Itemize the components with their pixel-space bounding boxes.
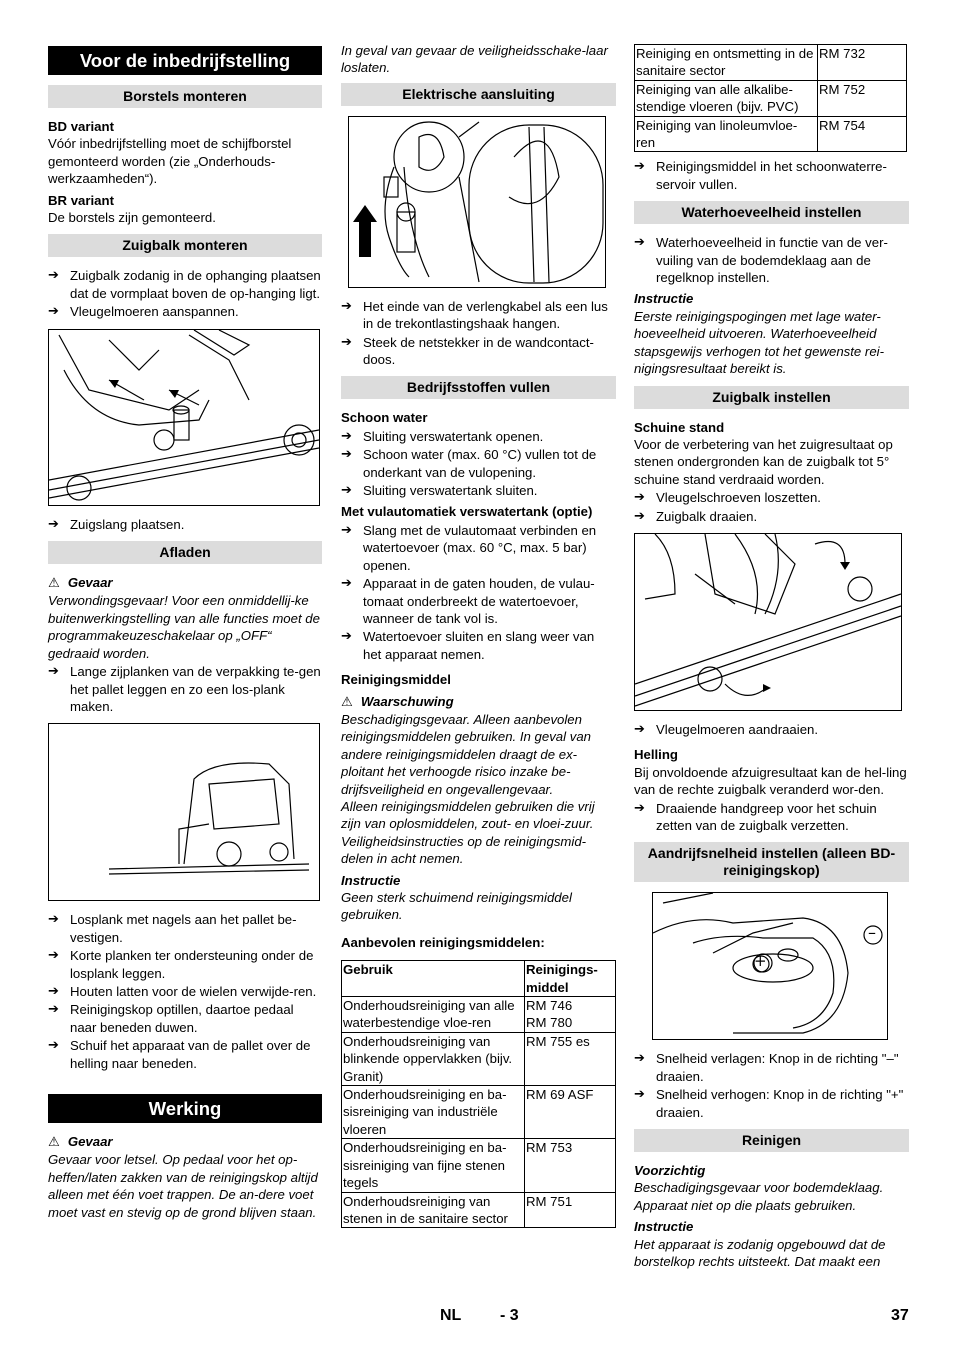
warning-icon: ⚠: [48, 576, 60, 592]
water-head: Schoon water: [341, 410, 428, 426]
warning-text: Gevaar voor letsel. Op pedaal voor het op-heffen/laten zakken van de reinigingskop altijd alleen met één voet trappen. De an-dere voet moet vast en stevig op de grond blijven staan.: [48, 1152, 318, 1220]
table-cell: Reiniging van linoleumvloe-ren: [635, 116, 818, 152]
bd-variant-head: BD variant: [48, 119, 114, 134]
helling-head: Helling: [634, 747, 678, 763]
plus-label: +: [754, 952, 767, 971]
list-item: ➔ Zuigbalk zodanig in de ophanging plaatsen dat de vormplaat boven de op-hanging ligt.: [48, 267, 322, 302]
list-item: ➔ Vleugelschroeven loszetten.: [634, 489, 909, 506]
list-item: ➔ Slang met de vulautomaat verbinden en watertoevoer (max. 60 °C, max. 5 bar) openen.: [341, 522, 616, 574]
figure-speed-knob: [652, 892, 888, 1040]
list-item: ➔ Het einde van de verlengkabel als een lus in de trekontlastingshaak hangen.: [341, 298, 616, 333]
figure-squeegee-angle: [634, 533, 902, 711]
instruction-label: Instructie: [634, 291, 694, 307]
auto-head: Met vulautomatiek verswatertank (optie): [341, 504, 593, 520]
instruction-text: Geen sterk schuimend reinigingsmiddel gebruiken.: [341, 890, 572, 923]
br-variant-text: De borstels zijn gemonteerd.: [48, 210, 216, 226]
table-row: [635, 45, 907, 81]
list-item: ➔ Lange zijplanken van de verpakking te-gen het pallet leggen en zo een los-plank maken.: [48, 663, 322, 715]
table-cell: Onderhoudsreiniging van alle waterbestendige vloe-ren: [342, 997, 525, 1033]
list-item: ➔ Snelheid verhogen: Knop in de richting "+" draaien.: [634, 1086, 909, 1121]
list-item: ➔ Vleugelmoeren aandraaien.: [634, 721, 909, 738]
column-3: [634, 44, 909, 1270]
figure-cable: [348, 116, 606, 288]
caution-text: Beschadigingsgevaar voor bodemdeklaag. Apparaat niet op die plaats gebruiken.: [634, 1180, 884, 1213]
list-item: ➔ Snelheid verlagen: Knop in de richting "–" draaien.: [634, 1050, 909, 1085]
instruction-label: Instructie: [341, 872, 401, 888]
warning-label: ⚠ Gevaar: [48, 575, 113, 592]
table-cell: Onderhoudsreiniging van blinkende oppervlakken (bijv. Granit): [342, 1032, 525, 1085]
heading-borstels: Borstels monteren: [48, 85, 322, 108]
table-cell: Onderhoudsreiniging van stenen in de sanitaire sector: [342, 1192, 525, 1228]
figure-unloading: [48, 723, 320, 901]
list-item: ➔ Losplank met nagels aan het pallet be-vestigen.: [48, 911, 322, 946]
heading-afladen: Afladen: [48, 541, 322, 564]
table-row: [342, 1192, 616, 1228]
footer-lang: NL: [440, 1307, 462, 1324]
list-item: ➔ Steek de netstekker in de wandcontact-doos.: [341, 334, 616, 369]
table-row: [342, 1032, 616, 1085]
warning-label: ⚠ Gevaar: [48, 1133, 113, 1150]
agents-table-cont: [634, 44, 907, 152]
heading-zuigbalk-instellen: Zuigbalk instellen: [634, 386, 909, 409]
table-header-row: [342, 961, 616, 997]
table-cell: RM 752: [818, 80, 907, 116]
instruction-label: Instructie: [634, 1219, 694, 1235]
section-title-start: Voor de inbedrijfstelling: [48, 46, 322, 75]
table-head: Aanbevolen reinigingsmiddelen:: [341, 934, 545, 950]
intro-text: In geval van gevaar de veiligheidsschake-laar loslaten.: [341, 43, 608, 76]
table-cell: Onderhoudsreiniging en ba-sisreiniging van fijne stenen tegels: [342, 1139, 525, 1192]
list-item: ➔ Vleugelmoeren aanspannen.: [48, 303, 322, 320]
list-item: ➔ Draaiende handgreep voor het schuin zetten van de zuigbalk verzetten.: [634, 800, 909, 835]
list-item: ➔ Waterhoeveelheid in functie van de ver-vuiling van de bodemdeklaag aan de regelknop instellen.: [634, 234, 909, 286]
table-cell: RM 69 ASF: [525, 1086, 616, 1139]
list-item: ➔ Schuif het apparaat van de pallet over de helling naar beneden.: [48, 1037, 322, 1072]
list-item: ➔ Zuigslang plaatsen.: [48, 516, 322, 533]
heading-elektrisch: Elektrische aansluiting: [341, 83, 616, 106]
heading-reinigen: Reinigen: [634, 1129, 909, 1152]
warning-label: ⚠ Waarschuwing: [341, 693, 454, 710]
figure-squeegee-mount: [48, 329, 320, 506]
list-item: ➔ Schoon water (max. 60 °C) vullen tot de onderkant van de vulopening.: [341, 446, 616, 481]
bd-variant-text: Vóór inbedrijfstelling moet de schijfborstel gemonteerd worden (zie „Onderhouds-werkzaamheden“).: [48, 136, 292, 187]
heading-waterhoeveelheid: Waterhoeveelheid instellen: [634, 201, 909, 224]
table-header: Reinigings-middel: [525, 961, 616, 997]
list-item: ➔ Watertoevoer sluiten en slang weer van het apparaat nemen.: [341, 628, 616, 663]
schuin-head: Schuine stand: [634, 419, 725, 435]
section-title-werking: Werking: [48, 1094, 322, 1123]
list-item: ➔ Zuigbalk draaien.: [634, 508, 909, 525]
instruction-text: Het apparaat is zodanig opgebouwd dat de borstelkop rechts uitsteekt. Dat maakt een: [634, 1236, 886, 1270]
list-item: ➔ Sluiting verswatertank sluiten.: [341, 482, 616, 499]
table-row: [342, 1086, 616, 1139]
heading-snelheid: Aandrijfsnelheid instellen (alleen BD-reinigingskop): [634, 842, 909, 882]
br-variant-head: BR variant: [48, 192, 114, 208]
list-item: ➔ Apparaat in de gaten houden, de vulau-tomaat onderbreekt de watertoevoer, wanneer de tank vol is.: [341, 575, 616, 627]
helling-text: Bij onvoldoende afzuigresultaat kan de hel-ling van de rechte zuigbalk veranderd wor-den.: [634, 764, 907, 798]
table-cell: Reiniging en ontsmetting in de sanitaire sector: [635, 45, 818, 81]
table-row: [635, 116, 907, 152]
list-item: ➔ Korte planken ter ondersteuning onder de losplank leggen.: [48, 947, 322, 982]
footer-sub: - 3: [500, 1307, 519, 1324]
heading-bedrijfsstoffen: Bedrijfsstoffen vullen: [341, 376, 616, 399]
table-row: [635, 80, 907, 116]
table-row: [342, 997, 616, 1033]
table-cell: RM 746 RM 780: [525, 997, 616, 1033]
minus-label: –: [868, 923, 876, 943]
table-cell: Onderhoudsreiniging en ba-sisreiniging van industriële vloeren: [342, 1086, 525, 1139]
list-item: ➔ Sluiting verswatertank openen.: [341, 428, 616, 445]
table-row: [342, 1139, 616, 1192]
page-number: 37: [891, 1307, 909, 1324]
agents-table: [341, 960, 616, 1228]
table-cell: Reiniging van alle alkalibe-stendige vloeren (bijv. PVC): [635, 80, 818, 116]
schuin-text: Voor de verbetering van het zuigresultaat op stenen ondergronden kan de zuigbalk tot 5° schuine stand verdraaid worden.: [634, 436, 893, 487]
warning-text: Veiligheidsinstructies op de reinigingsmid-delen in acht nemen.: [341, 833, 587, 867]
column-1: [48, 42, 322, 1221]
list-item: ➔ Houten latten voor de wielen verwijde-ren.: [48, 983, 322, 1000]
list-item: ➔ Reinigingsmiddel in het schoonwaterre-servoir vullen.: [634, 158, 909, 193]
table-cell: RM 754: [818, 116, 907, 152]
table-cell: RM 732: [818, 45, 907, 81]
table-cell: RM 751: [525, 1192, 616, 1228]
warning-text: Alleen reinigingsmiddelen gebruiken die vrij zijn van oplosmiddelen, zout- en vloei-zuur.: [341, 798, 595, 832]
caution-label: Voorzichtig: [634, 1163, 706, 1178]
warning-text: Beschadigingsgevaar. Alleen aanbevolen reinigingsmiddelen gebruiken. In geval van andere reinigingsmiddelen draagt de ex-ploitant het verhoogde risico inzake be-drijfsveiligheid en ongevallengevaar.: [341, 711, 591, 797]
warning-text: Verwondingsgevaar! Voor een onmiddellij-ke buitenwerkingstelling van alle functies moet de programmakeuzeschakelaar op „OFF“ gedraaid worden.: [48, 593, 320, 661]
warning-icon: ⚠: [341, 694, 353, 710]
warning-icon: ⚠: [48, 1134, 60, 1150]
column-2: [341, 42, 616, 1234]
table-cell: RM 753: [525, 1139, 616, 1192]
table-cell: RM 755 es: [525, 1032, 616, 1085]
instruction-text: Eerste reinigingspogingen met lage water-hoeveelheid uitvoeren. Waterhoeveelheid stapsgewijs verhogen tot het gewenste rei-nigingsresultaat bereikt is.: [634, 308, 884, 377]
middel-head: Reinigingsmiddel: [341, 672, 451, 688]
table-header: Gebruik: [342, 961, 525, 997]
list-item: ➔ Reinigingskop optillen, daartoe pedaal naar beneden duwen.: [48, 1001, 322, 1036]
heading-zuigbalk-monteren: Zuigbalk monteren: [48, 234, 322, 257]
